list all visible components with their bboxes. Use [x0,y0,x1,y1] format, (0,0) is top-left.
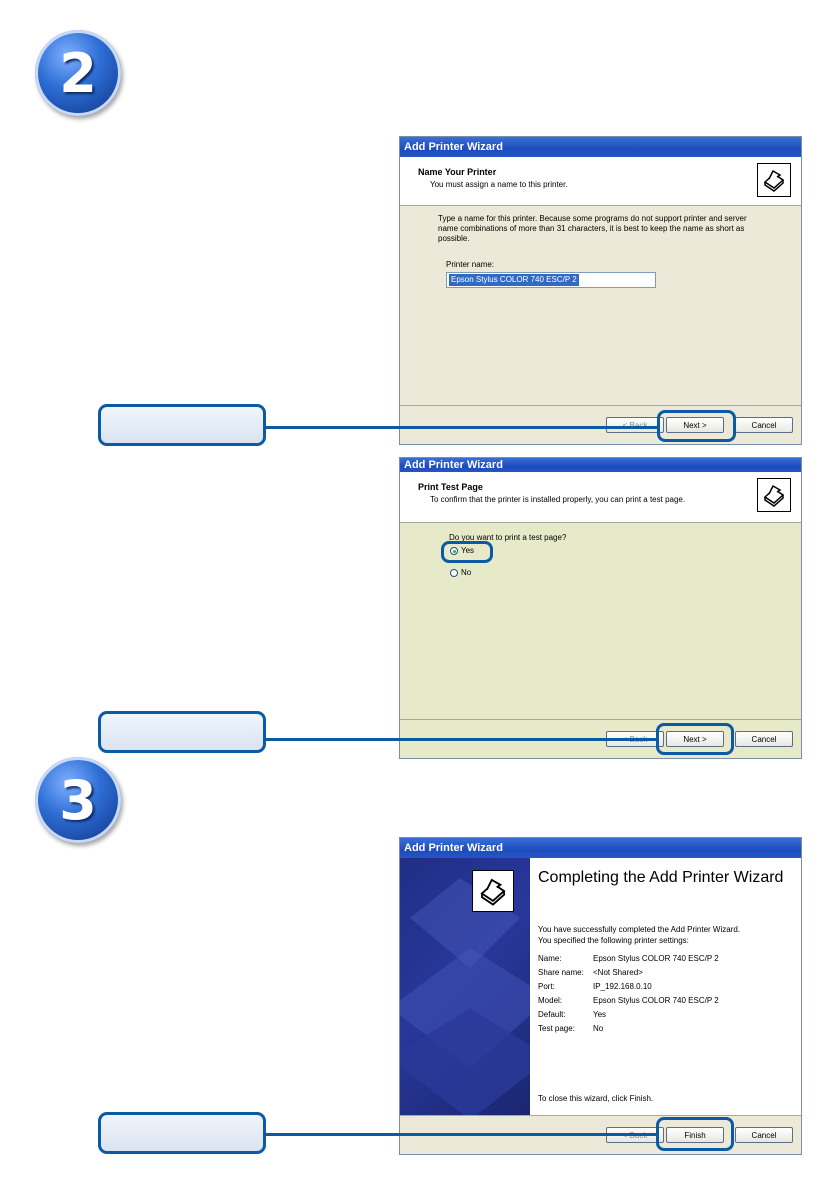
test-page-question: Do you want to print a test page? [449,533,567,542]
setting-key: Default: [538,1010,566,1019]
printer-icon [757,163,791,197]
settings-intro: You specified the following printer settings: [538,936,689,945]
setting-row [538,1024,603,1033]
window-title: Add Printer Wizard [400,458,801,472]
setting-key: Model: [538,996,563,1005]
callout-box [98,1112,266,1154]
callout-line [266,426,658,429]
wizard-header [400,472,801,523]
callout-line [266,738,658,741]
finish-highlight [656,1117,734,1151]
setting-value: Epson Stylus COLOR 740 ESC/P 2 [593,996,719,1005]
setting-value: Yes [593,1010,607,1019]
wizard-header [400,157,801,206]
printer-name-value: Epson Stylus COLOR 740 ESC/P 2 [451,275,577,284]
next-button[interactable]: Next > [666,731,724,747]
yes-highlight [441,541,493,563]
cancel-button[interactable]: Cancel [735,1127,793,1143]
setting-value: IP_192.168.0.10 [593,982,652,991]
wizard-completing [399,837,802,1155]
callout-line [266,1133,658,1136]
header-title: Print Test Page [418,482,483,492]
cancel-button[interactable]: Cancel [735,417,793,433]
callout-box [98,711,266,753]
instructions-text: Type a name for this printer. Because some programs do not support printer and server name combinations of more than 31 characters, it is best to keep the name as short as possible. [438,214,747,243]
setting-value: Epson Stylus COLOR 740 ESC/P 2 [593,954,719,963]
printer-icon [472,870,514,912]
wizard-content [400,206,801,406]
cancel-button[interactable]: Cancel [735,731,793,747]
wizard-footer [400,405,801,444]
wizard-side-art [400,858,530,1116]
setting-key: Name: [538,954,562,963]
no-radio[interactable] [450,569,458,577]
printer-name-input[interactable] [446,272,656,288]
no-label[interactable]: No [461,568,472,577]
finish-button[interactable]: Finish [666,1127,724,1143]
setting-value: No [593,1024,604,1033]
back-button[interactable] [606,417,664,433]
header-subtitle: To confirm that the printer is installed properly, you can print a test page. [430,495,686,504]
setting-key: Port: [538,982,555,991]
setting-value: <Not Shared> [593,968,643,977]
success-line: You have successfully completed the Add Printer Wizard. [538,925,741,934]
printer-icon [757,478,791,512]
setting-row [538,954,719,963]
setting-row [538,1010,606,1019]
wizard-name-your-printer [399,136,802,445]
yes-label[interactable]: Yes [461,546,475,555]
wizard-print-test-page [399,457,802,759]
next-highlight [657,410,736,442]
next-button[interactable]: Next > [666,417,724,433]
close-instruction: To close this wizard, click Finish. [538,1094,654,1103]
completion-heading: Completing the Add Printer Wizard [538,869,784,886]
step-3-badge [35,757,121,843]
setting-row [538,968,643,977]
window-title: Add Printer Wizard [400,838,801,858]
setting-key: Test page: [538,1024,575,1033]
callout-box [98,404,266,446]
window-title: Add Printer Wizard [400,137,801,157]
step-number: 2 [59,41,97,105]
header-title: Name Your Printer [418,167,497,177]
next-highlight [656,723,734,755]
step-2-badge [35,30,121,116]
setting-key: Share name: [538,968,584,977]
header-subtitle: You must assign a name to this printer. [430,180,568,189]
setting-row [538,982,652,991]
setting-row [538,996,719,1005]
wizard-content [530,858,801,1116]
step-number: 3 [59,768,97,832]
printer-name-label: Printer name: [446,260,495,269]
